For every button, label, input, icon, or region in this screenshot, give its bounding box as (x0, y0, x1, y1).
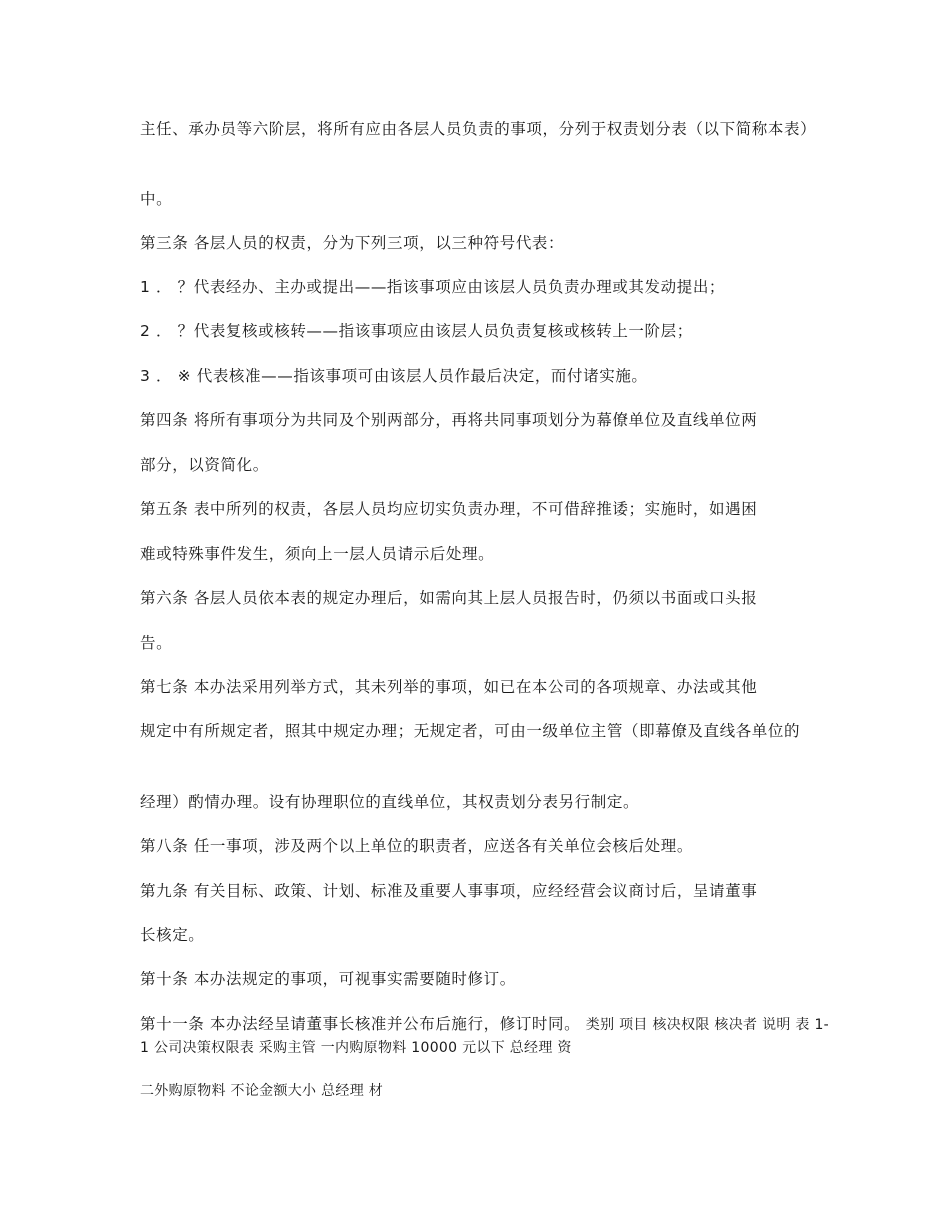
article-3-item-2: 2 ． ？代表复核或核转——指该事项应由该层人员负责复核或核转上一阶层； (140, 322, 693, 340)
paragraph-intro-end: 中。 (140, 190, 173, 208)
article-3-item-1: 1 ． ？代表经办、主办或提出——指该事项应由该层人员负责办理或其发动提出； (140, 278, 726, 296)
article-6-line-1: 第六条 各层人员依本表的规定办理后，如需向其上层人员报告时，仍须以书面或口头报 (140, 589, 758, 607)
article-3: 第三条 各层人员的权责，分为下列三项，以三种符号代表： (140, 234, 565, 252)
article-8: 第八条 任一事项，涉及两个以上单位的职责者，应送各有关单位会核后处理。 (140, 837, 693, 855)
article-9-line-1: 第九条 有关目标、政策、计划、标准及重要人事事项，应经经营会议商讨后，呈请董事 (140, 882, 758, 900)
article-9-line-2: 长核定。 (140, 926, 205, 944)
article-4-line-2: 部分，以资简化。 (140, 456, 269, 474)
article-7-line-2: 规定中有所规定者，照其中规定办理；无规定者，可由一级单位主管（即幕僚及直线各单位的 (140, 722, 801, 740)
article-6-line-2: 告。 (140, 634, 173, 652)
article-4-line-1: 第四条 将所有事项分为共同及个别两部分，再将共同事项划分为幕僚单位及直线单位两 (140, 411, 758, 429)
article-5-line-2: 难或特殊事件发生，须向上一层人员请示后处理。 (140, 545, 495, 563)
article-11-text: 第十一条 本办法经呈请董事长核准并公布后施行，修订时同。 (140, 1015, 581, 1033)
article-3-item-3: 3 ． ※ 代表核准——指该事项可由该层人员作最后决定，而付诸实施。 (140, 367, 648, 385)
article-11 (140, 1013, 830, 1059)
article-7-line-1: 第七条 本办法采用列举方式，其未列举的事项，如已在本公司的各项规章、办法或其他 (140, 678, 758, 696)
paragraph-intro: 主任、承办员等六阶层，将所有应由各层人员负责的事项，分列于权责划分表（以下简称本表） (140, 120, 817, 138)
article-5-line-1: 第五条 表中所列的权责，各层人员均应切实负责办理，不可借辞推诿；实施时，如遇困 (140, 500, 758, 518)
article-7-line-3: 经理）酌情办理。设有协理职位的直线单位，其权责划分表另行制定。 (140, 793, 640, 811)
table-fragment: 类别 项目 核决权限 核决者 说明 表 1-1 公司决策权限表 采购主管 一内购原物料 10000 元以下 总经理 资 (140, 1017, 830, 1056)
article-10: 第十条 本办法规定的事项，可视事实需要随时修订。 (140, 970, 516, 988)
table-fragment-row-2: 二外购原物料 不论金额大小 总经理 材 (140, 1083, 384, 1099)
